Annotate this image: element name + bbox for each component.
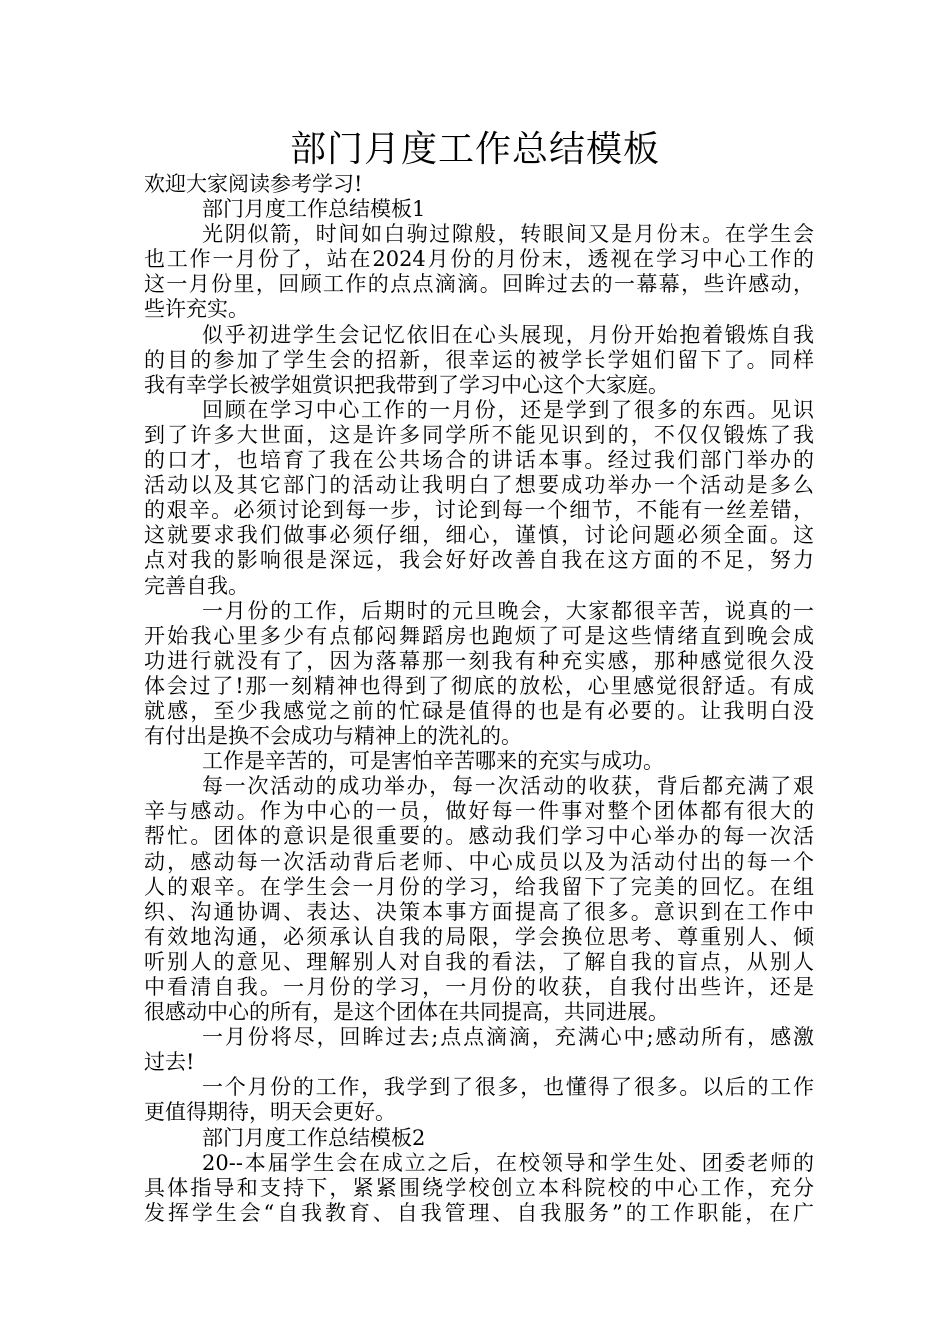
text-line: 中看清自我。一月份的学习，一月份的收获，自我付出些许，还是 <box>144 975 814 999</box>
text-line: 的口才，也培育了我在公共场合的讲话本事。经过我们部门举办的 <box>144 448 814 473</box>
text-line: 帮忙。团体的意识是很重要的。感动我们学习中心举办的每一次活 <box>144 824 814 849</box>
text-line: 听别人的意见、理解别人对自我的看法，了解自我的盲点，从别人 <box>144 949 814 974</box>
document-body <box>144 172 814 1226</box>
text-line: 的艰辛。必须讨论到每一步，讨论到每一个细节，不能有一丝差错， <box>144 498 814 523</box>
text-line: 活动以及其它部门的活动让我明白了想要成功举办一个活动是多么 <box>144 473 814 498</box>
text-line: 这就要求我们做事必须仔细，细心，谨慎，讨论问题必须全面。这 <box>144 523 814 548</box>
text-line: 织、沟通协调、表达、决策本事方面提高了很多。意识到在工作中 <box>144 899 814 924</box>
text-line: 似乎初进学生会记忆依旧在心头展现，月份开始抱着锻炼自我 <box>202 322 814 347</box>
text-line: 欢迎大家阅读参考学习! <box>144 172 363 196</box>
text-line: 更值得期待，明天会更好。 <box>144 1100 396 1125</box>
text-line: 体会过了!那一刻精神也得到了彻底的放松，心里感觉很舒适。有成 <box>144 673 814 698</box>
text-line: 到了许多大世面，这是许多同学所不能见识到的，不仅仅锻炼了我 <box>144 422 814 447</box>
text-line: 部门月度工作总结模板2 <box>202 1125 426 1150</box>
text-line: 过去! <box>144 1050 195 1075</box>
text-line: 工作是辛苦的，可是害怕辛苦哪来的充实与成功。 <box>202 749 664 774</box>
text-line: 辛与感动。作为中心的一员，做好每一件事对整个团体都有很大的 <box>144 799 814 824</box>
text-line: 这一月份里，回顾工作的点点滴滴。回眸过去的一幕幕，些许感动， <box>144 272 814 297</box>
text-line: 一月份将尽，回眸过去;点点滴滴，充满心中;感动所有，感激 <box>202 1025 814 1050</box>
text-line: 一个月份的工作，我学到了很多，也懂得了很多。以后的工作 <box>202 1075 814 1100</box>
text-line: 的目的参加了学生会的招新，很幸运的被学长学姐们留下了。同样 <box>144 347 814 372</box>
document-title: 部门月度工作总结模板 <box>289 129 660 170</box>
text-line: 也工作一月份了，站在2024月份的月份末，透视在学习中心工作的 <box>144 247 814 272</box>
text-line: 20--本届学生会在成立之后，在校领导和学生处、团委老师的 <box>202 1150 814 1175</box>
text-line: 光阴似箭，时间如白驹过隙般，转眼间又是月份末。在学生会 <box>202 222 814 247</box>
text-line: 每一次活动的成功举办，每一次活动的收获，背后都充满了艰 <box>202 774 814 799</box>
text-line: 些许充实。 <box>144 297 249 322</box>
text-line: 点对我的影响很是深远，我会好好改善自我在这方面的不足，努力 <box>144 548 814 573</box>
text-line: 很感动中心的所有，是这个团体在共同提高，共同进展。 <box>144 1000 669 1025</box>
text-line: 具体指导和支持下，紧紧围绕学校创立本科院校的中心工作，充分 <box>144 1175 814 1200</box>
text-line: 完善自我。 <box>144 573 249 598</box>
text-line: 发挥学生会“自我教育、自我管理、自我服务”的工作职能，在广 <box>144 1200 814 1225</box>
text-line: 动，感动每一次活动背后老师、中心成员以及为活动付出的每一个 <box>144 849 814 874</box>
text-line: 功进行就没有了，因为落幕那一刻我有种充实感，那种感觉很久没 <box>144 648 814 673</box>
text-line: 开始我心里多少有点郁闷舞蹈房也跑烦了可是这些情绪直到晚会成 <box>144 623 814 648</box>
text-line: 一月份的工作，后期时的元旦晚会，大家都很辛苦，说真的一 <box>202 598 814 623</box>
text-line: 有付出是换不会成功与精神上的洗礼的。 <box>144 724 522 749</box>
text-line: 有效地沟通，必须承认自我的局限，学会换位思考、尊重别人、倾 <box>144 924 814 949</box>
text-line: 部门月度工作总结模板1 <box>202 197 426 222</box>
text-line: 我有幸学长被学姐赏识把我带到了学习中心这个大家庭。 <box>144 372 669 397</box>
text-line: 回顾在学习中心工作的一月份，还是学到了很多的东西。见识 <box>202 397 814 422</box>
text-line: 人的艰辛。在学生会一月份的学习，给我留下了完美的回忆。在组 <box>144 874 814 899</box>
text-line: 就感，至少我感觉之前的忙碌是值得的也是有必要的。让我明白没 <box>144 698 814 723</box>
